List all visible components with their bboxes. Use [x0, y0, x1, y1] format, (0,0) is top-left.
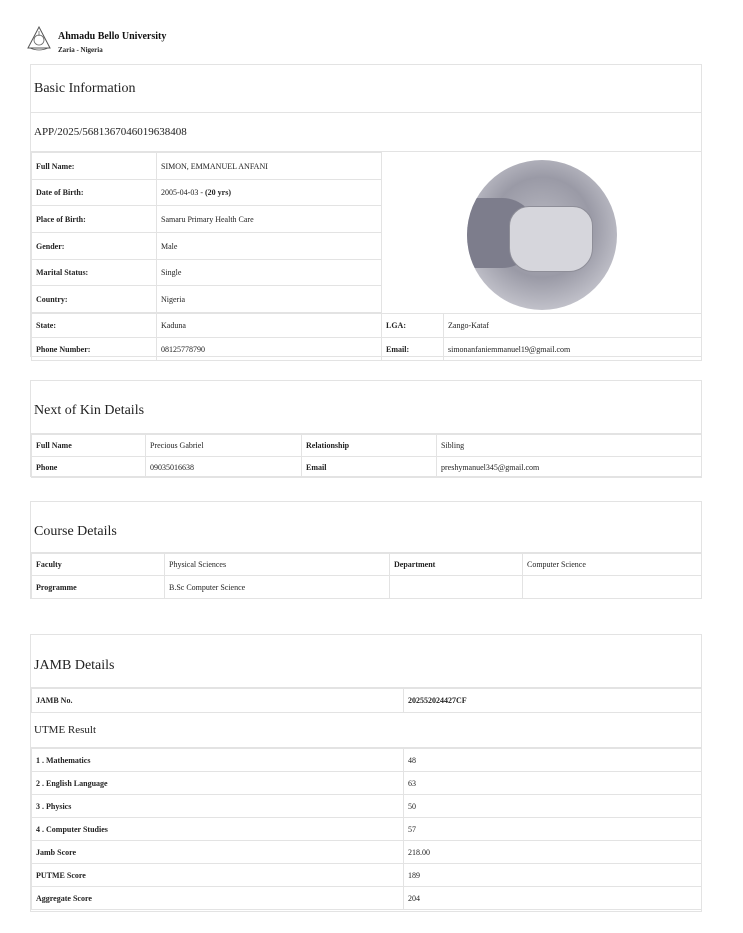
field-label: JAMB No. [32, 689, 404, 713]
field-label: Full Name [32, 435, 146, 457]
table-row [32, 576, 702, 599]
table-row [32, 689, 702, 713]
field-label: Faculty [32, 554, 165, 576]
subject-label: 3 . Physics [32, 795, 404, 818]
state-value: Kaduna [157, 314, 382, 338]
field-label: Phone [32, 457, 146, 478]
field-label: Place of Birth: [32, 206, 157, 233]
table-row [32, 260, 382, 286]
department-value: Computer Science [523, 554, 702, 576]
table-row [32, 749, 702, 772]
table-row [32, 314, 702, 338]
course-details-section [30, 501, 702, 599]
table-row [32, 206, 382, 233]
kin-relationship-value: Sibling [437, 435, 702, 457]
utme-result-title: UTME Result [31, 713, 701, 748]
passport-photo [467, 160, 617, 310]
field-label: Email: [382, 338, 444, 361]
table-row [32, 338, 702, 361]
jamb-details-section [30, 634, 702, 912]
subject-label: 4 . Computer Studies [32, 818, 404, 841]
score-value: 63 [404, 772, 702, 795]
subject-label: 2 . English Language [32, 772, 404, 795]
jamb-number-value: 202552024427CF [404, 689, 702, 713]
next-of-kin-section [30, 380, 702, 477]
table-row [32, 286, 382, 313]
programme-value: B.Sc Computer Science [165, 576, 390, 599]
score-value: 48 [404, 749, 702, 772]
gender-value: Male [157, 233, 382, 260]
basic-info-contact-table [31, 313, 702, 361]
table-row [32, 818, 702, 841]
field-label: Relationship [302, 435, 437, 457]
section-title: Course Details [31, 502, 701, 553]
basic-information-section [30, 64, 702, 357]
jamb-score-value: 218.00 [404, 841, 702, 864]
field-label: Email [302, 457, 437, 478]
kin-email-value: preshymanuel345@gmail.com [437, 457, 702, 478]
field-label: Phone Number: [32, 338, 157, 361]
table-row [32, 864, 702, 887]
faculty-value: Physical Sciences [165, 554, 390, 576]
field-label: Department [390, 554, 523, 576]
table-row [32, 772, 702, 795]
passport-photo-cell [381, 152, 702, 316]
university-logo-icon [26, 26, 52, 52]
jamb-number-table [31, 688, 702, 713]
score-value: 50 [404, 795, 702, 818]
kin-phone-value: 09035016638 [146, 457, 302, 478]
table-row [32, 841, 702, 864]
phone-value: 08125778790 [157, 338, 382, 361]
score-value: 57 [404, 818, 702, 841]
next-of-kin-table [31, 434, 702, 478]
field-label: Marital Status: [32, 260, 157, 286]
place-of-birth-value: Samaru Primary Health Care [157, 206, 382, 233]
jamb-score-label: Jamb Score [32, 841, 404, 864]
putme-score-value: 189 [404, 864, 702, 887]
table-row [32, 180, 382, 206]
kin-name-value: Precious Gabriel [146, 435, 302, 457]
table-row [32, 435, 702, 457]
field-label: Full Name: [32, 153, 157, 180]
subject-label: 1 . Mathematics [32, 749, 404, 772]
field-label: State: [32, 314, 157, 338]
table-row [32, 795, 702, 818]
table-row [32, 457, 702, 478]
dob-age: (20 yrs) [205, 188, 231, 197]
empty-cell [523, 576, 702, 599]
country-value: Nigeria [157, 286, 382, 313]
full-name-value: SIMON, EMMANUEL ANFANI [157, 153, 382, 180]
basic-info-table [31, 152, 382, 313]
email-value: simonanfaniemmanuel19@gmail.com [444, 338, 702, 361]
aggregate-score-value: 204 [404, 887, 702, 910]
lga-value: Zango-Kataf [444, 314, 702, 338]
course-details-table [31, 553, 702, 599]
utme-result-table [31, 748, 702, 910]
application-number: APP/2025/5681367046019638408 [31, 113, 701, 152]
field-label: Programme [32, 576, 165, 599]
table-row [32, 153, 382, 180]
dob-date: 2005-04-03 - [161, 188, 205, 197]
table-row [32, 233, 382, 260]
marital-status-value: Single [157, 260, 382, 286]
field-label: Gender: [32, 233, 157, 260]
table-row [32, 887, 702, 910]
field-label: LGA: [382, 314, 444, 338]
section-title: Next of Kin Details [31, 381, 701, 434]
field-label: Country: [32, 286, 157, 313]
dob-value [157, 180, 382, 206]
aggregate-score-label: Aggregate Score [32, 887, 404, 910]
putme-score-label: PUTME Score [32, 864, 404, 887]
field-label: Date of Birth: [32, 180, 157, 206]
university-location: Zaria - Nigeria [58, 46, 103, 54]
table-row [32, 554, 702, 576]
section-title: JAMB Details [31, 635, 701, 688]
university-name: Ahmadu Bello University [58, 31, 167, 42]
section-title: Basic Information [31, 65, 701, 113]
empty-cell [390, 576, 523, 599]
